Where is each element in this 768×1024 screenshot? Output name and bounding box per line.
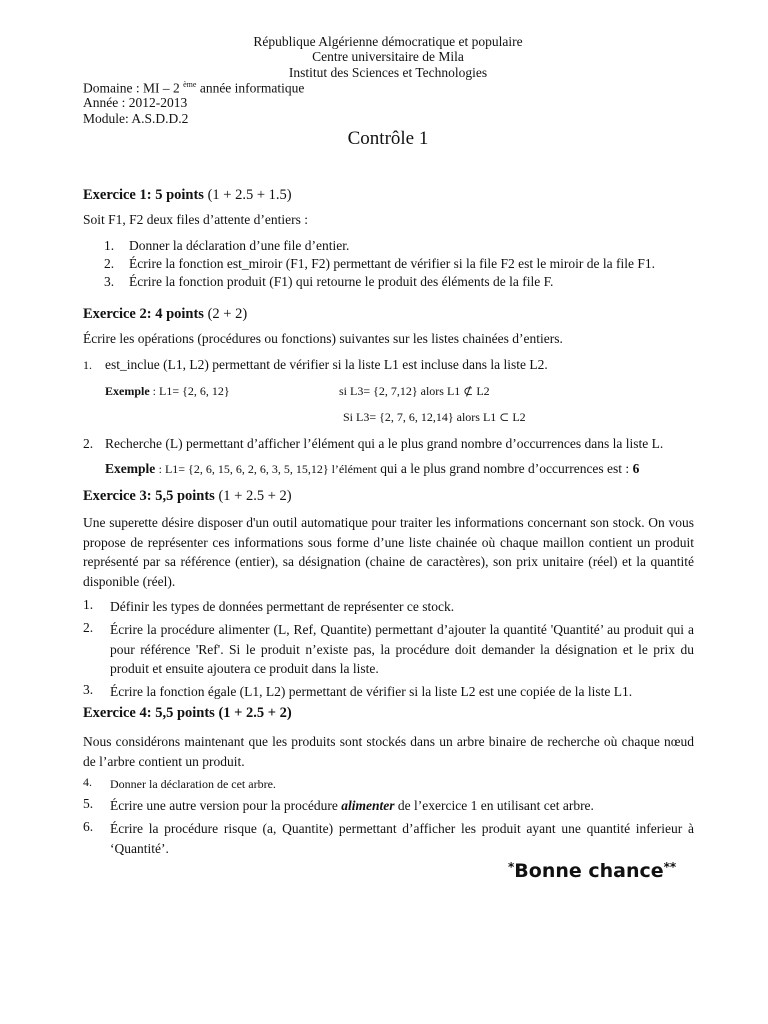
list-text: Écrire la procédure risque (a, Quantite) permettant d’afficher les produit ayant une quantité inferieur à ‘Quantité’. [110, 821, 694, 856]
ex2-example-1 [105, 384, 230, 399]
list-text [110, 796, 694, 816]
ex1-heading-rest: (1 + 2.5 + 1.5) [207, 187, 292, 203]
header-institut: Institut des Sciences et Technologies [288, 65, 488, 80]
ex2-example-l3b: Si L3= {2, 7, 6, 12,14} alors L1 ⊂ L2 [343, 410, 526, 424]
ex2-example-l3a: si L3= {2, 7,12} alors L1 ⊄ L2 [339, 384, 490, 398]
list-number: 1. [83, 597, 94, 612]
example-list: : L1= {2, 6, 15, 6, 2, 6, 3, 5, 15,12} l’élément [158, 462, 377, 476]
item5-pre: Écrire une autre version pour la procédure [110, 798, 338, 813]
star-left: * [508, 860, 515, 874]
ex2-heading-rest: (2 + 2) [207, 306, 248, 322]
ex2-heading [83, 306, 247, 323]
item5-post: de l’exercice 1 en utilisant cet arbre. [397, 798, 594, 813]
ex2-item-2 [83, 436, 664, 452]
ex2-heading-bold: Exercice 2: 4 points [83, 306, 204, 322]
item5-emphasis: alimenter [341, 798, 395, 813]
ex1-heading [83, 187, 292, 204]
list-number: 1. [104, 238, 115, 253]
example-rest: qui a le plus grand nombre d’occurrences est : [380, 461, 630, 476]
example-l1: : L1= {2, 6, 12} [152, 384, 230, 398]
list-text: Écrire la fonction égale (L1, L2) permettant de vérifier si la liste L2 est une copiée de la liste L1. [110, 684, 633, 699]
list-number: 4. [83, 775, 92, 789]
ex1-intro: Soit F1, F2 deux files d’attente d’entiers : [83, 212, 308, 227]
list-number: 5. [83, 796, 94, 811]
ex2-example-2 [105, 461, 639, 477]
ex3-heading-bold: Exercice 3: 5,5 points [83, 488, 215, 504]
closing-text: Bonne chance [514, 860, 664, 882]
list-number: 3. [104, 274, 115, 289]
ex3-intro: Une superette désire disposer d'un outil automatique pour traiter les informations concernant son stock. On vous propose de représenter ces informations sous forme d’une liste chainée où chaque maillon contient un produit représenté par sa référence (entier), sa désignation (chaine de caractères), son prix unitaire (réel) et la quantité disponible (réel). [83, 515, 694, 589]
list-text: est_inclue (L1, L2) permettant de vérifier si la liste L1 est incluse dans la liste L2. [105, 357, 548, 372]
ex1-item-1 [104, 238, 350, 254]
list-text: Écrire la fonction produit (F1) qui retourne le produit des éléments de la file F. [129, 274, 554, 289]
header-centre: Centre universitaire de Mila [312, 49, 464, 64]
list-number: 3. [83, 682, 94, 697]
star-right: ** [663, 860, 677, 874]
list-number: 1. [83, 358, 92, 372]
list-number: 2. [104, 256, 115, 271]
list-text: Recherche (L) permettant d’afficher l’élément qui a le plus grand nombre d’occurrences dans la liste L. [105, 436, 664, 451]
closing-bonne-chance [508, 860, 676, 882]
example-label: Exemple [105, 461, 156, 476]
list-text: Donner la déclaration de cet arbre. [110, 777, 276, 791]
ex4-heading: Exercice 4: 5,5 points (1 + 2.5 + 2) [83, 705, 292, 721]
ex2-item-1 [83, 357, 548, 373]
domaine-sup: ème [183, 80, 197, 89]
domaine-suffix: année informatique [199, 80, 305, 96]
list-number: 2. [83, 436, 94, 451]
list-number: 6. [83, 819, 94, 834]
list-number: 2. [83, 620, 94, 635]
ex1-item-3 [104, 274, 554, 290]
list-text: Définir les types de données permettant de représenter ce stock. [110, 599, 455, 614]
list-text: Écrire la procédure alimenter (L, Ref, Quantite) permettant d’ajouter la quantité 'Quantité’ au produit qui a pour référence 'Ref'. Si le produit n’existe pas, la procédure doit demander la désignation et le prix du produit et ensuite ajoutera ce produit dans la liste. [110, 622, 694, 676]
example-answer: 6 [632, 461, 640, 476]
page-title: Contrôle 1 [347, 128, 429, 149]
list-text: Écrire la fonction est_miroir (F1, F2) permettant de vérifier si la file F2 est le miroir de la file F1. [129, 256, 655, 271]
ex3-heading [83, 488, 292, 505]
list-text: Donner la déclaration d’une file d’entier. [129, 238, 350, 253]
meta-annee: Année : 2012-2013 [83, 95, 188, 110]
ex1-heading-bold: Exercice 1: 5 points [83, 187, 204, 203]
meta-module: Module: A.S.D.D.2 [83, 111, 189, 126]
example-label: Exemple [105, 384, 150, 398]
header-republic: République Algérienne démocratique et populaire [253, 34, 523, 49]
domaine-prefix: Domaine : MI – 2 [83, 80, 180, 96]
ex2-intro: Écrire les opérations (procédures ou fonctions) suivantes sur les listes chainées d’entiers. [83, 331, 563, 346]
ex1-item-2 [104, 256, 655, 272]
ex4-intro: Nous considérons maintenant que les produits sont stockés dans un arbre binaire de recherche où chaque nœud de l’arbre contient un produit. [83, 734, 694, 769]
ex3-heading-rest: (1 + 2.5 + 2) [218, 488, 292, 504]
